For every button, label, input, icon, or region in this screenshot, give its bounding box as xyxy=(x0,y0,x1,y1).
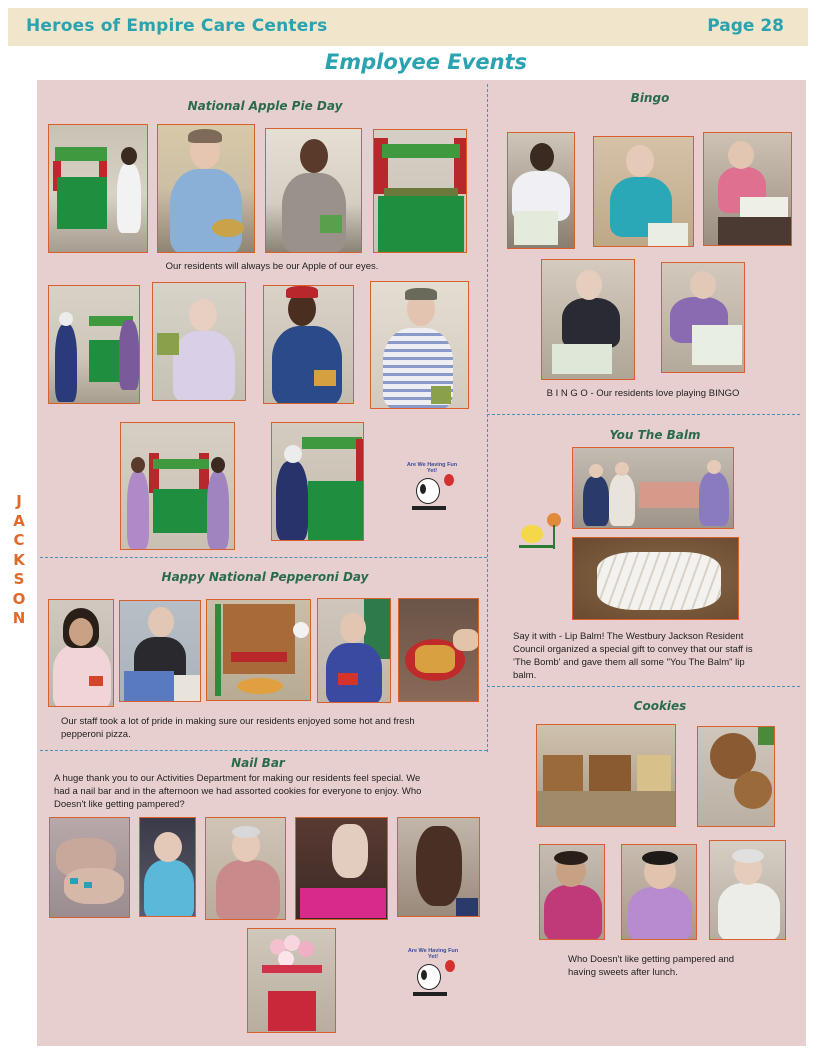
photo-resident-showing-nails xyxy=(205,817,286,920)
column-divider xyxy=(487,84,488,752)
side-label-jackson xyxy=(10,492,28,629)
side-letter: O xyxy=(12,589,26,608)
photo-apple-booth-table xyxy=(373,129,467,253)
photo-cookie-balloons xyxy=(697,726,775,827)
caption-nail-bar-line3: Doesn't like getting pampered? xyxy=(54,799,185,810)
side-letter: S xyxy=(13,570,25,588)
cartoon-caption: Are We Having Fun Yet! xyxy=(406,462,458,474)
side-letter: A xyxy=(13,511,25,530)
side-letter: C xyxy=(13,531,25,549)
snoopy-cartoon-icon xyxy=(407,948,459,1000)
photo-resident-teal-shirt-bingo xyxy=(593,136,694,247)
side-letter: J xyxy=(16,492,22,510)
section-title-nail-bar: Nail Bar xyxy=(231,756,285,770)
woodstock-cartoon-icon xyxy=(515,513,563,553)
section-divider xyxy=(40,557,487,558)
photo-two-staff-booth xyxy=(120,422,235,550)
photo-resident-apple-pie xyxy=(157,124,255,253)
photo-balloons-nail-bar xyxy=(247,928,336,1033)
photo-painted-nails-hands xyxy=(49,817,130,918)
caption-balm-line2: Council organized a special gift to convey that our staff is xyxy=(513,644,753,655)
photo-pizza-slice-plate xyxy=(398,598,479,702)
photo-resident-holding-slice xyxy=(317,598,391,703)
photo-dark-hand-nails xyxy=(397,817,480,917)
header-bar xyxy=(8,8,808,46)
caption-cookies-line1: Who Doesn't like getting pampered and xyxy=(568,954,735,965)
caption-balm-line3: 'The Bomb' and gave them all some "You The Balm" lip xyxy=(513,657,745,668)
section-title-cookies: Cookies xyxy=(633,699,687,713)
photo-resident-floral-cookie xyxy=(539,844,605,940)
section-title-apple-pie: National Apple Pie Day xyxy=(187,99,343,113)
caption-nail-bar-line1: A huge thank you to our Activities Department for making our residents feel special. We xyxy=(54,773,421,784)
photo-resident-dark-shirt-bingo xyxy=(541,259,635,380)
newsletter-title: Heroes of Empire Care Centers xyxy=(26,16,328,36)
photo-residents-balm-table xyxy=(572,447,734,529)
photo-resident-laughing-cookie xyxy=(621,844,697,940)
photo-resident-striped-shirt xyxy=(370,281,469,409)
section-title-bingo: Bingo xyxy=(630,91,670,105)
section-divider xyxy=(40,750,487,751)
photo-resident-with-pie xyxy=(152,282,246,401)
caption-apple-pie: Our residents will always be our Apple of our eyes. xyxy=(165,261,379,272)
photo-resident-christ-lives xyxy=(263,285,354,404)
side-letter: N xyxy=(12,609,26,627)
caption-cookies-line2: having sweets after lunch. xyxy=(568,967,678,978)
photo-resident-pink-shirt-bingo xyxy=(703,132,792,246)
section-divider xyxy=(487,686,800,687)
side-letter: K xyxy=(13,550,25,569)
section-title-balm: You The Balm xyxy=(609,428,701,442)
page-number: Page 28 xyxy=(707,16,784,36)
photo-resident-white-sweater-cookie xyxy=(709,840,786,940)
photo-resident-in-wheelchair xyxy=(265,128,362,253)
photo-hand-with-nail-polish xyxy=(295,817,388,920)
photo-smiling-resident-nails xyxy=(139,817,196,917)
caption-bingo: B I N G O - Our residents love playing BINGO xyxy=(546,388,740,399)
cartoon-caption: Are We Having Fun Yet! xyxy=(407,948,459,960)
photo-staff-at-apple-table xyxy=(271,422,364,541)
caption-balm-line4: balm. xyxy=(513,670,537,681)
section-divider xyxy=(487,414,800,415)
photo-resident-pink-sweater xyxy=(48,599,114,707)
page-title: Employee Events xyxy=(324,50,528,74)
photo-resident-with-pizza-box xyxy=(119,600,201,702)
photo-apple-booth-staff xyxy=(48,124,148,253)
photo-staff-at-booth xyxy=(48,285,140,404)
caption-pepperoni-line1: Our staff took a lot of pride in making sure our residents enjoyed some hot and fresh xyxy=(61,716,415,727)
photo-lip-balm-basket xyxy=(572,537,739,620)
photo-resident-bingo-card xyxy=(507,132,575,249)
photo-pizza-door-decor xyxy=(206,599,311,701)
caption-nail-bar-line2: had a nail bar and in the afternoon we had assorted cookies for everyone to enjoy. Who xyxy=(54,786,422,797)
snoopy-cartoon-icon xyxy=(406,462,458,514)
section-title-pepperoni: Happy National Pepperoni Day xyxy=(161,570,369,584)
caption-pepperoni-line2: pepperoni pizza. xyxy=(61,729,131,740)
photo-cookie-trays xyxy=(536,724,676,827)
photo-resident-purple-bingo xyxy=(661,262,745,373)
caption-balm-line1: Say it with - Lip Balm! The Westbury Jackson Resident xyxy=(513,631,744,642)
